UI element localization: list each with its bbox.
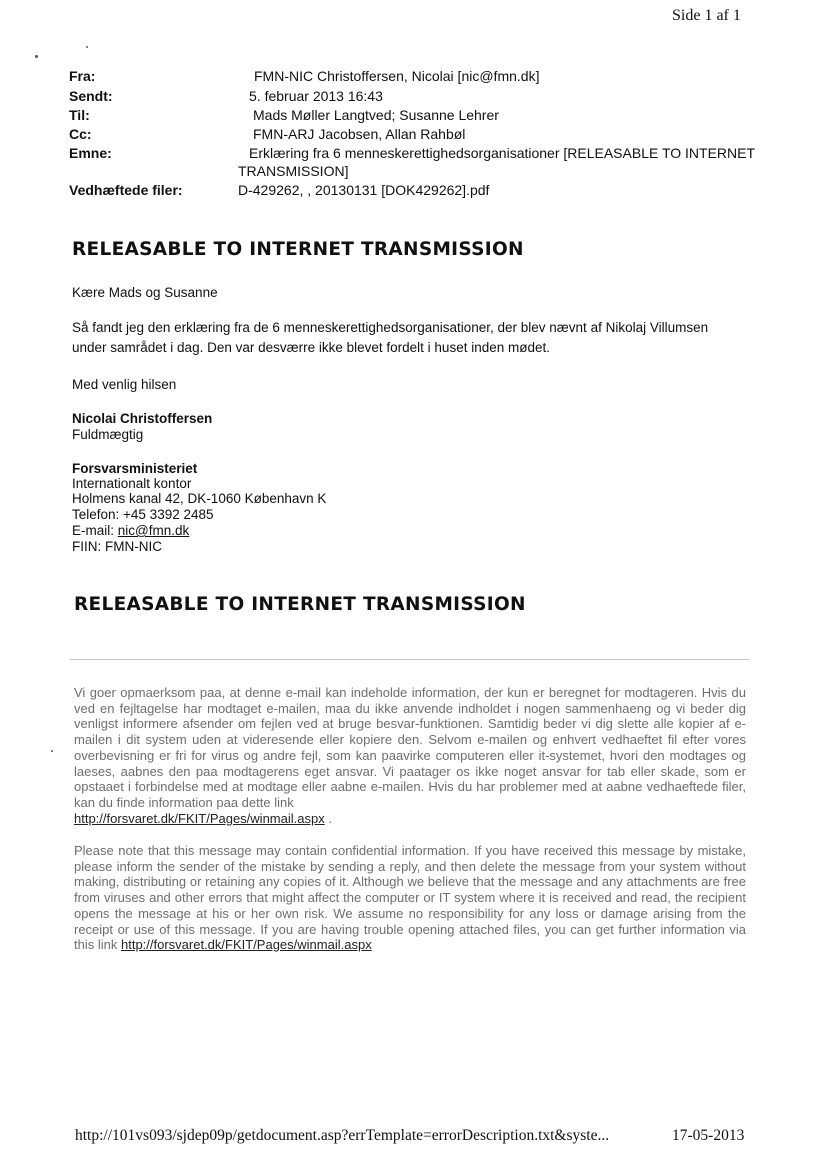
disclaimer-danish-link[interactable]: http://forsvaret.dk/FKIT/Pages/winmail.aspx — [74, 810, 325, 826]
footer-date: 17-05-2013 — [672, 1127, 745, 1144]
signature-email-row — [72, 523, 189, 539]
to-label: Til: — [69, 107, 90, 123]
disclaimer-english-link[interactable]: http://forsvaret.dk/FKIT/Pages/winmail.aspx — [120, 937, 372, 953]
scan-speck — [35, 55, 38, 58]
sent-label: Sendt: — [69, 88, 113, 104]
signature-address: Holmens kanal 42, DK-1060 København K — [72, 491, 327, 506]
disclaimer-danish — [74, 685, 746, 826]
subject-value-line2: TRANSMISSION] — [238, 163, 349, 179]
signature-office: Internationalt kontor — [72, 476, 192, 491]
attachments-label: Vedhæftede filer: — [69, 182, 183, 198]
disclaimer-danish-text: Vi goer opmaerksom paa, at denne e-mail kan indeholde information, der kun er beregnet for modtageren. Hvis du ved en fejltagelse har modtaget e-mailen, maa du ikke anvende indholdet i nogen sammenhaeng og vi beder dig venligst informere afsender om fejlen ved at bruge besvar-funktionen. Samtidig beder vi dig slette alle kopier af e-mailen i dit system uden at videresende eller kopiere den. Selvom e-mailen og enhvert vedhaeftet fil efter vores overbevisning er fri for virus og andre fejl, som kan paavirke computeren eller it-systemet, hvori den modtages og laeses, aabnes den paa modtagerens eget ansvar. Vi paatager os ikke noget ansvar for tab eller skade, som er opstaaet i forbindelse med at modtage eller aabne e-mailen. Hvis du har problemer med at aabne vedhaeftede filer, kan du finde information paa dette link — [74, 685, 746, 810]
cc-value: FMN-ARJ Jacobsen, Allan Rahbøl — [253, 126, 466, 142]
scan-speck — [86, 46, 88, 48]
signature-title: Fuldmægtig — [72, 427, 144, 442]
disclaimer-danish-end: . — [328, 810, 332, 826]
signature-fiin: FIIN: FMN-NIC — [72, 539, 162, 554]
subject-value-line1: Erklæring fra 6 menneskerettighedsorganisationer [RELEASABLE TO INTERNET — [249, 145, 756, 161]
body-paragraph-line1: Så fandt jeg den erklæring fra de 6 menneskerettighedsorganisationer, der blev nævnt af Nikolaj Villumsen — [72, 320, 709, 335]
footer-url: http://101vs093/sjdep09p/getdocument.asp?errTemplate=errorDescription.txt&syste... — [75, 1127, 610, 1144]
disclaimer-divider — [70, 659, 750, 660]
signature-name: Nicolai Christoffersen — [72, 411, 213, 426]
disclaimer-english — [74, 843, 746, 953]
greeting: Kære Mads og Susanne — [72, 285, 218, 300]
disclaimer-english-text: Please note that this message may contain confidential information. If you have received this message by mistake, please inform the sender of the mistake by sending a reply, and then delete the message from your system without making, distributing or retaining any copies of it. Although we believe that the message and any attachments are free from viruses and other errors that might affect the computer or IT system where it is received and read, the recipient opens the message at his or her own risk. We assume no responsibility for any loss or damage arising from the receipt or use of this message. If you are having trouble opening attached files, you can get further information via this link — [74, 843, 746, 953]
signature-email-label: E-mail: — [72, 523, 118, 538]
page-number: Side 1 af 1 — [672, 7, 741, 24]
subject-label: Emne: — [69, 145, 112, 161]
releasable-banner-top: RELEASABLE TO INTERNET TRANSMISSION — [72, 239, 524, 260]
signature-email-link[interactable]: nic@fmn.dk — [117, 523, 190, 538]
signature-phone: Telefon: +45 3392 2485 — [72, 507, 214, 522]
attachments-value[interactable]: D-429262, , 20130131 [DOK429262].pdf — [238, 182, 490, 198]
to-value: Mads Møller Langtved; Susanne Lehrer — [253, 107, 499, 123]
body-paragraph-line2: under samrådet i dag. Den var desværre ikke blevet fordelt i huset inden mødet. — [72, 340, 550, 355]
scan-speck — [51, 750, 53, 752]
from-value: FMN-NIC Christoffersen, Nicolai [nic@fmn.dk] — [254, 68, 540, 84]
sent-value: 5. februar 2013 16:43 — [249, 88, 383, 104]
signature-org: Forsvarsministeriet — [72, 461, 198, 476]
releasable-banner-bottom: RELEASABLE TO INTERNET TRANSMISSION — [74, 594, 526, 615]
closing: Med venlig hilsen — [72, 377, 177, 392]
from-label: Fra: — [69, 68, 96, 84]
cc-label: Cc: — [69, 126, 92, 142]
